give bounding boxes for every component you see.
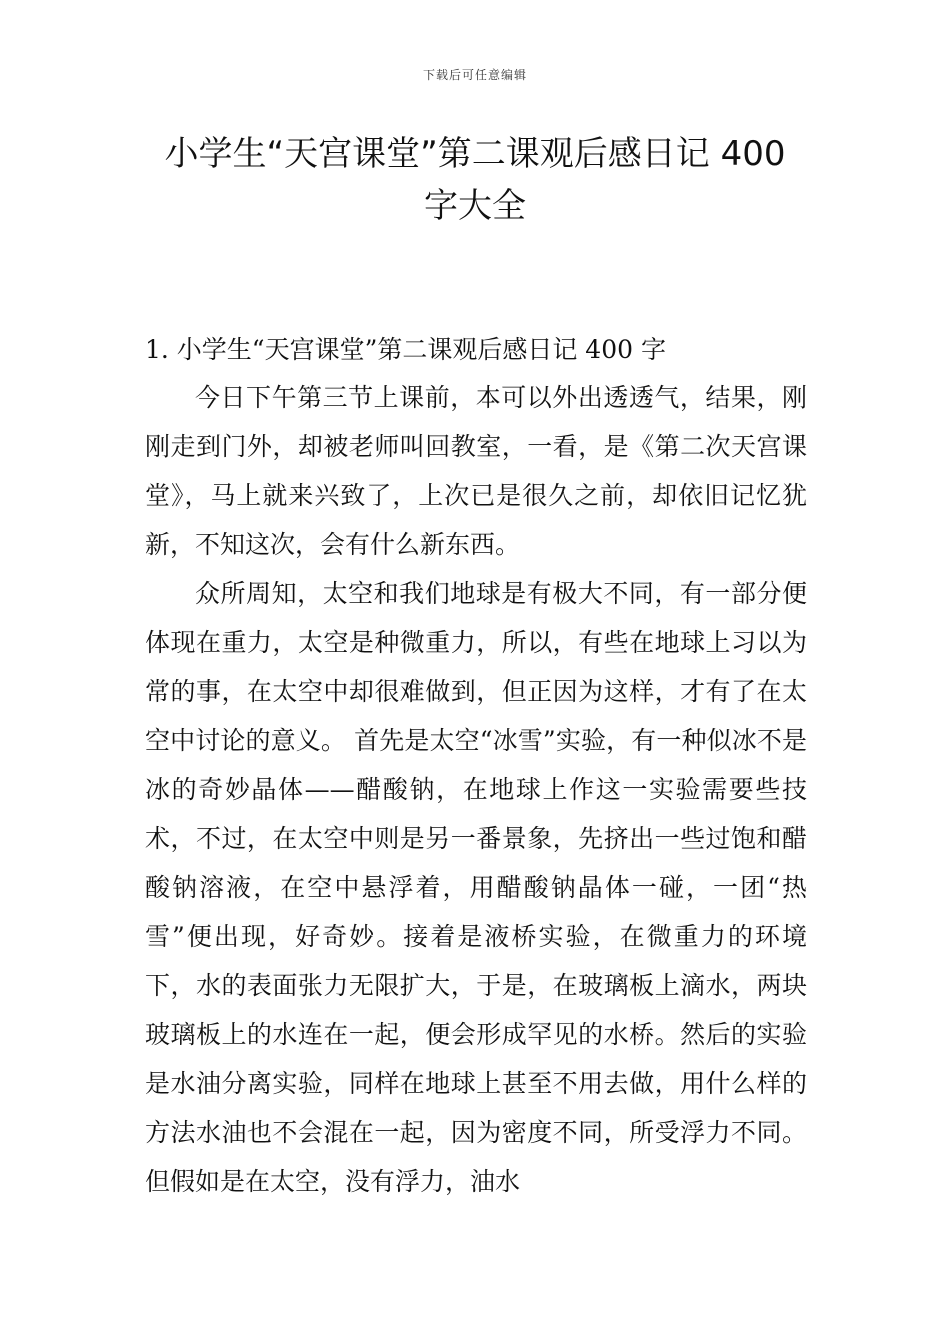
- paragraph-1: 今日下午第三节上课前，本可以外出透透气，结果，刚刚走到门外，却被老师叫回教室，一看，是《第二次天宫课堂》，马上就来兴致了，上次已是很久之前，却依旧记忆犹新，不知这次，会有什么新东西。: [145, 383, 807, 559]
- section-heading: 1. 小学生“天宫课堂”第二课观后感日记 400 字: [145, 335, 666, 364]
- document-body: [145, 332, 807, 1206]
- title-line-2: 字大全: [424, 186, 526, 226]
- header-note: 下载后可任意编辑: [422, 68, 527, 82]
- document-title: [120, 128, 830, 232]
- paragraph-2: 众所周知，太空和我们地球是有极大不同，有一部分便体现在重力，太空是种微重力，所以，有些在地球上习以为常的事，在太空中却很难做到，但正因为这样，才有了在太空中讨论的意义。 首先是太空“冰雪”实验，有一种似冰不是冰的奇妙晶体——醋酸钠，在地球上作这一实验需要些技术，不过，在太空中则是另一番景象，先挤出一些过饱和醋酸钠溶液，在空中悬浮着，用醋酸钠晶体一碰，一团“热雪”便出现，好奇妙。接着是液桥实验，在微重力的环境下，水的表面张力无限扩大，于是，在玻璃板上滴水，两块玻璃板上的水连在一起，便会形成罕见的水桥。然后的实验是水油分离实验，同样在地球上甚至不用去做，用什么样的方法水油也不会混在一起，因为密度不同，所受浮力不同。但假如是在太空，没有浮力，油水: [145, 579, 807, 1196]
- title-line-1: 小学生“天宫课堂”第二课观后感日记 400: [164, 134, 786, 174]
